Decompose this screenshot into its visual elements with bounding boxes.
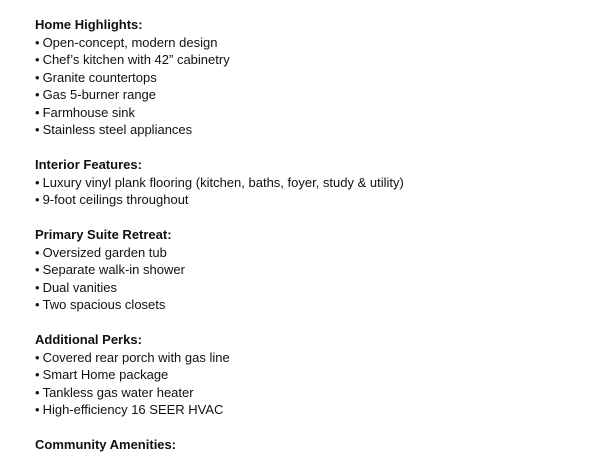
section-additional-perks bbox=[35, 331, 585, 419]
list-item bbox=[35, 86, 585, 104]
section-interior-features bbox=[35, 156, 585, 209]
list-item bbox=[35, 261, 585, 279]
list-item bbox=[35, 104, 585, 122]
section-primary-suite bbox=[35, 226, 585, 314]
list-item-text: 9-foot ceilings throughout bbox=[42, 192, 189, 207]
list-item-text: Farmhouse sink bbox=[42, 104, 136, 120]
list-item-text: Separate walk-in shower bbox=[42, 262, 185, 277]
bullet-icon: • bbox=[35, 262, 40, 277]
bullet-icon: • bbox=[35, 367, 40, 382]
list-item-text: High-efficiency 16 SEER HVAC bbox=[42, 402, 224, 417]
list-item bbox=[35, 401, 585, 419]
list-item bbox=[35, 279, 585, 297]
bullet-icon: • bbox=[35, 69, 40, 85]
bullet-icon: • bbox=[35, 279, 40, 295]
bullet-icon: • bbox=[35, 174, 40, 190]
list-item-text: Two spacious closets bbox=[42, 297, 166, 312]
list-item bbox=[35, 296, 585, 314]
list-item-text: Chef’s kitchen with 42” cabinetry bbox=[42, 52, 230, 67]
property-features-document bbox=[35, 16, 585, 471]
list-item bbox=[35, 34, 585, 52]
bullet-icon: • bbox=[35, 104, 40, 120]
list-item bbox=[35, 366, 585, 384]
section-home-highlights bbox=[35, 16, 585, 139]
list-item bbox=[35, 244, 585, 262]
list-item-text: Covered rear porch with gas line bbox=[42, 349, 230, 365]
list-item bbox=[35, 384, 585, 402]
list-item-text: Stainless steel appliances bbox=[42, 122, 193, 137]
list-item-text: Gas 5-burner range bbox=[42, 87, 157, 102]
bullet-icon: • bbox=[35, 192, 40, 207]
list-item bbox=[35, 69, 585, 87]
bullet-icon: • bbox=[35, 349, 40, 365]
section-heading: Additional Perks: bbox=[35, 332, 142, 347]
list-item bbox=[35, 191, 585, 209]
list-item bbox=[35, 349, 585, 367]
list-item-text: Luxury vinyl plank flooring (kitchen, baths, foyer, study & utility) bbox=[42, 174, 404, 190]
list-item bbox=[35, 121, 585, 139]
bullet-icon: • bbox=[35, 52, 40, 67]
list-item-text: Open-concept, modern design bbox=[42, 34, 218, 50]
list-item-text: Dual vanities bbox=[42, 279, 117, 295]
list-item-text: Granite countertops bbox=[42, 69, 157, 85]
bullet-icon: • bbox=[35, 122, 40, 137]
bullet-icon: • bbox=[35, 244, 40, 260]
bullet-icon: • bbox=[35, 402, 40, 417]
list-item bbox=[35, 174, 585, 192]
bullet-icon: • bbox=[35, 34, 40, 50]
section-heading: Home Highlights: bbox=[35, 17, 143, 32]
bullet-icon: • bbox=[35, 297, 40, 312]
bullet-icon: • bbox=[35, 384, 40, 400]
list-item-text: Oversized garden tub bbox=[42, 244, 167, 260]
list-item-text: Smart Home package bbox=[42, 367, 169, 382]
list-item-text: Tankless gas water heater bbox=[42, 384, 194, 400]
list-item bbox=[35, 51, 585, 69]
section-heading: Primary Suite Retreat: bbox=[35, 227, 172, 242]
bullet-icon: • bbox=[35, 87, 40, 102]
section-heading: Community Amenities: bbox=[35, 437, 177, 452]
section-heading: Interior Features: bbox=[35, 157, 142, 172]
